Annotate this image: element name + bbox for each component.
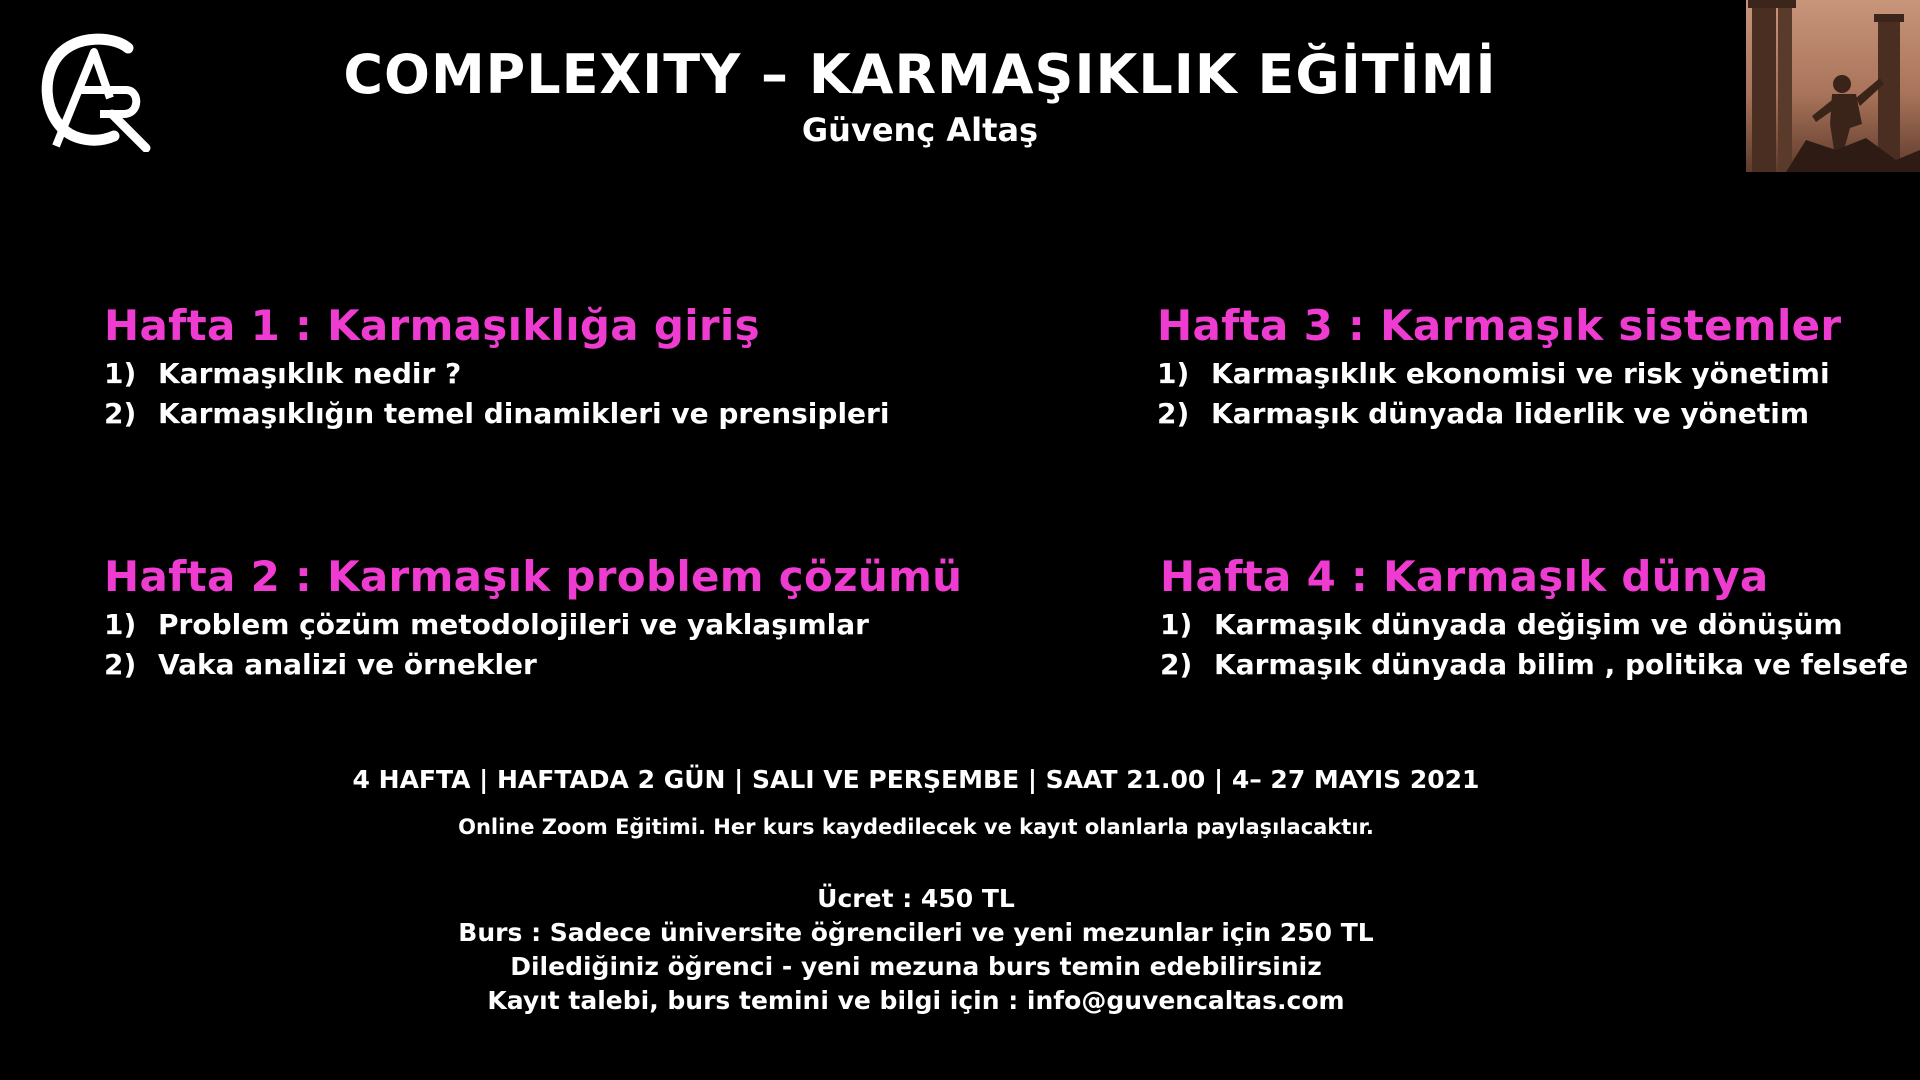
list-number: 2) — [104, 648, 137, 681]
list-item — [1157, 354, 1920, 394]
list-item — [1160, 605, 1920, 645]
list-number: 2) — [1160, 648, 1193, 681]
topic-text: Karmaşık dünyada değişim ve dönüşüm — [1214, 608, 1843, 641]
topic-text: Vaka analizi ve örnekler — [158, 648, 537, 681]
week-4-section — [1160, 551, 1920, 685]
week-heading: Hafta 2 : Karmaşık problem çözümü — [104, 552, 963, 601]
week-3-section — [1157, 300, 1920, 434]
list-item — [104, 645, 964, 685]
list-number: 2) — [1157, 397, 1190, 430]
schedule-line: 4 HAFTA | HAFTADA 2 GÜN | SALI VE PERŞEMBE | SAAT 21.00 | 4– 27 MAYIS 2021 — [352, 765, 1480, 794]
topic-text: Problem çözüm metodolojileri ve yaklaşımlar — [158, 608, 869, 641]
topic-text: Karmaşıklığın temel dinamikleri ve prensipleri — [158, 397, 890, 430]
topic-text: Karmaşık dünyada liderlik ve yönetim — [1211, 397, 1810, 430]
list-number: 1) — [1160, 608, 1193, 641]
contact-text: Kayıt talebi, burs temini ve bilgi için : info@guvencaltas.com — [487, 986, 1345, 1015]
list-number: 1) — [104, 357, 137, 390]
list-item — [1160, 645, 1920, 685]
pricing-info — [0, 882, 1832, 1018]
week-2-section — [104, 551, 964, 685]
author-name: Güvenç Altaş — [801, 111, 1039, 149]
topic-text: Karmaşıklık nedir ? — [158, 357, 462, 390]
week-heading: Hafta 1 : Karmaşıklığa giriş — [104, 301, 760, 350]
page-title: COMPLEXITY – KARMAŞIKLIK EĞİTİMİ — [343, 43, 1497, 106]
list-item — [104, 354, 964, 394]
topic-list — [104, 354, 964, 434]
list-number: 1) — [1157, 357, 1190, 390]
week-heading: Hafta 4 : Karmaşık dünya — [1160, 552, 1769, 601]
week-heading: Hafta 3 : Karmaşık sistemler — [1157, 301, 1842, 350]
topic-text: Karmaşık dünyada bilim , politika ve felsefe — [1214, 648, 1909, 681]
online-note: Online Zoom Eğitimi. Her kurs kaydedilecek ve kayıt olanlarla paylaşılacaktır. — [458, 815, 1374, 839]
topic-text: Karmaşıklık ekonomisi ve risk yönetimi — [1211, 357, 1830, 390]
fee-text: Ücret : 450 TL — [817, 884, 1015, 913]
topic-list — [1160, 605, 1920, 685]
week-1-section — [104, 300, 964, 434]
sponsor-text: Dilediğiniz öğrenci - yeni mezuna burs temin edebilirsiniz — [510, 952, 1322, 981]
topic-list — [104, 605, 964, 685]
list-item — [1157, 394, 1920, 434]
list-number: 1) — [104, 608, 137, 641]
list-item — [104, 605, 964, 645]
scholarship-text: Burs : Sadece üniversite öğrencileri ve yeni mezunlar için 250 TL — [458, 918, 1374, 947]
topic-list — [1157, 354, 1920, 434]
list-item — [104, 394, 964, 434]
list-number: 2) — [104, 397, 137, 430]
